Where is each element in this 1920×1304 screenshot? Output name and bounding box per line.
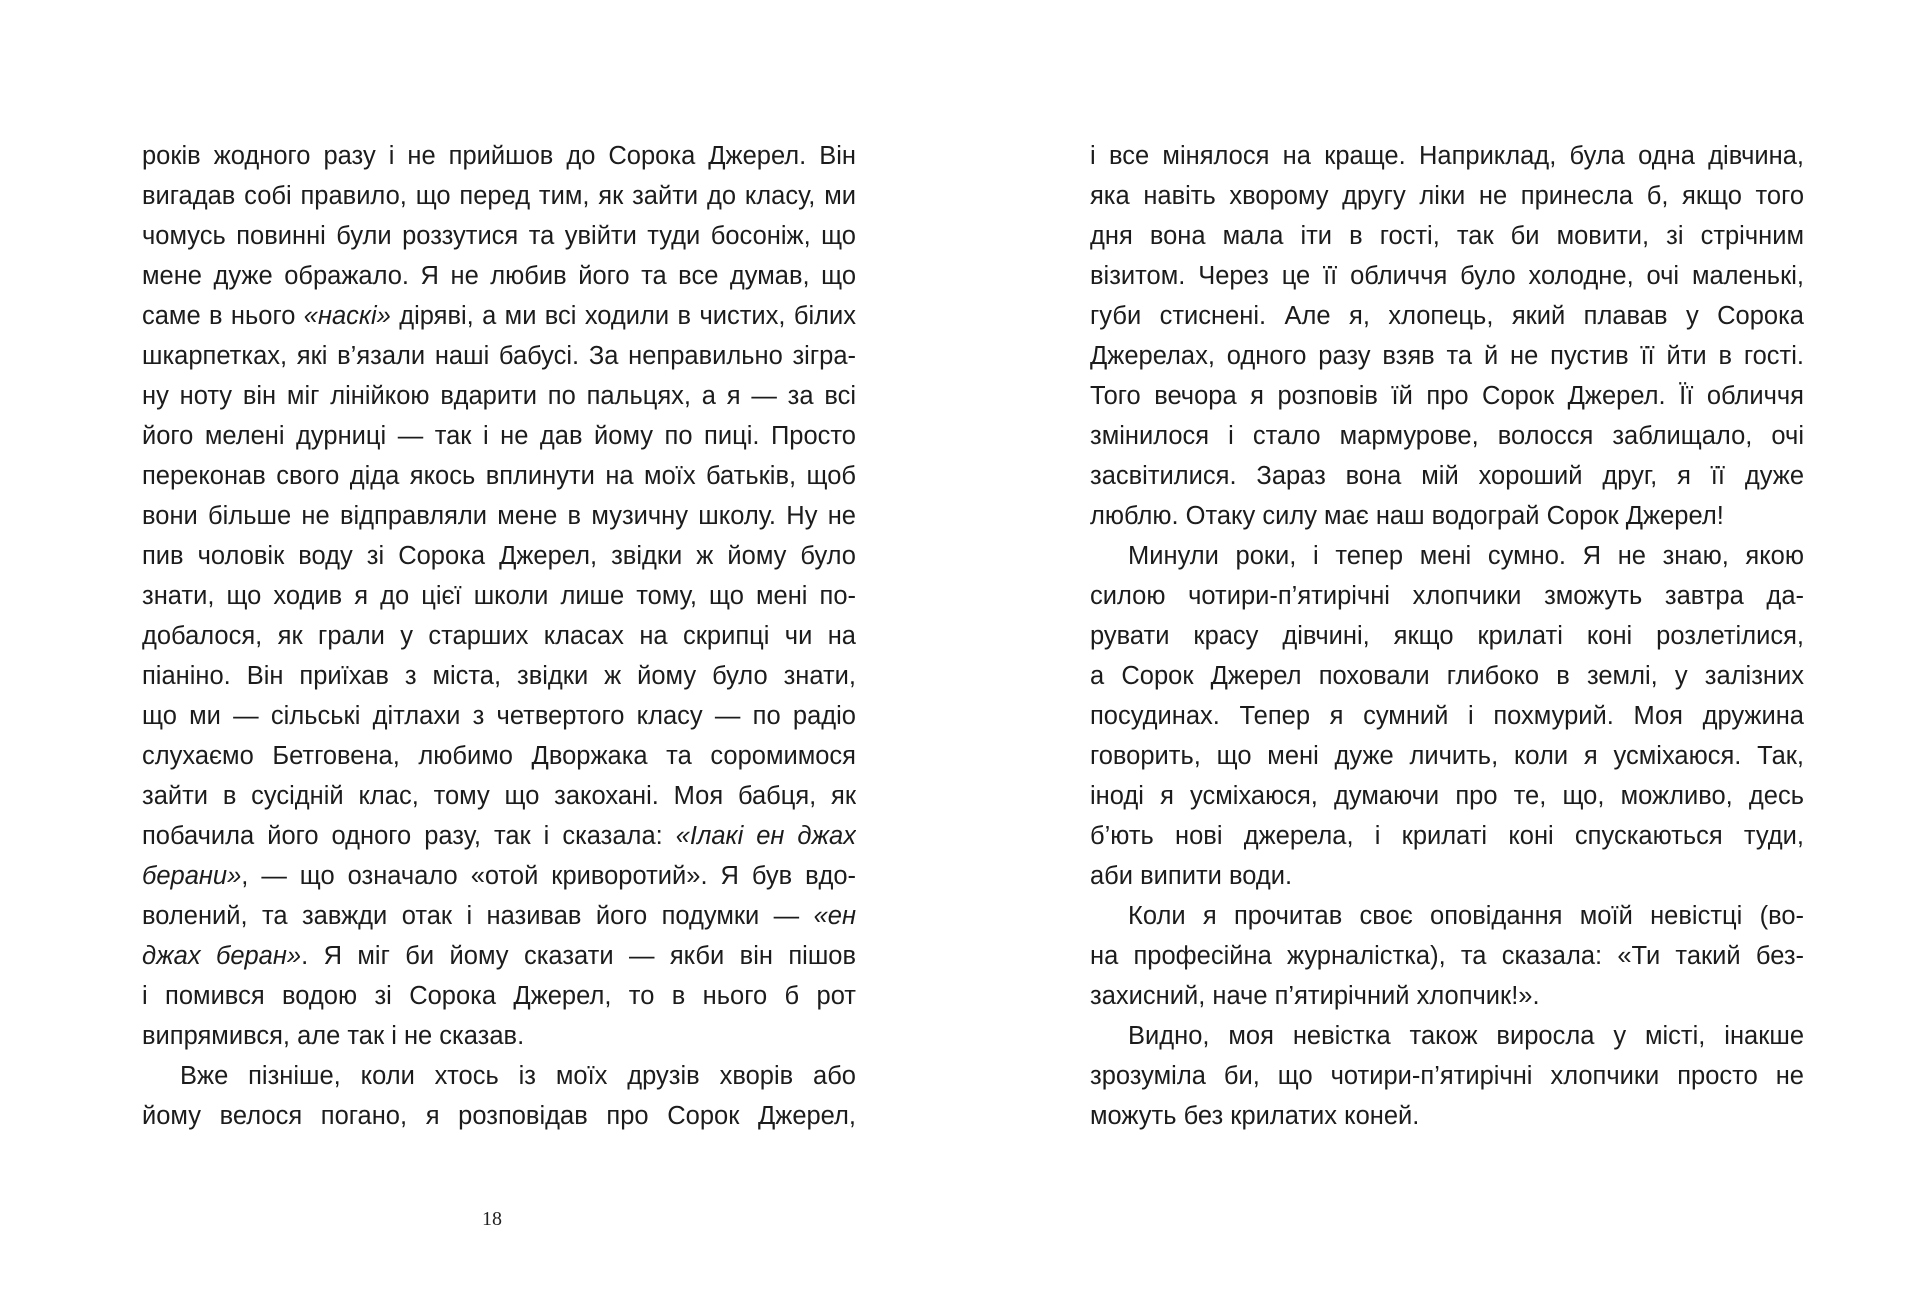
- text-line: рувати красу дівчині, якщо крилаті коні розлетілися,: [1090, 622, 1804, 650]
- left-page-text: [142, 136, 856, 1136]
- text-line: Того вечора я розповів їй про Сорок Джерел. Її обличчя: [1090, 382, 1804, 410]
- text-line: добалося, як грали у старших класах на скрипці чи на: [142, 622, 856, 650]
- text-line: яка навіть хворому другу ліки не принесла б, якщо того: [1090, 182, 1804, 210]
- text-line: змінилося і стало мармурове, волосся заблищало, очі: [1090, 422, 1804, 450]
- text-line: Джерелах, одного разу взяв та й не пустив її йти в гості.: [1090, 342, 1804, 370]
- text-line: шкарпетках, які в’язали наші бабусі. За неправильно зігра-: [142, 342, 856, 370]
- text-line: Минули роки, і тепер мені сумно. Я не знаю, якою: [1128, 542, 1804, 570]
- italic-quote: «ен: [813, 902, 856, 930]
- text-line: чомусь повинні були роззутися та увійти туди босоніж, що: [142, 222, 856, 250]
- italic-quote: берани»: [142, 862, 242, 890]
- text-line: саме в нього «наскі» діряві, а ми всі ходили в чистих, білих: [142, 302, 856, 330]
- text-line: піаніно. Він приїхав з міста, звідки ж йому було знати,: [142, 662, 856, 690]
- text-line: що ми — сільські дітлахи з четвертого класу — по радіо: [142, 702, 856, 730]
- text-line: губи стиснені. Але я, хлопець, який плавав у Сорока: [1090, 302, 1804, 330]
- text-line: посудинах. Тепер я сумний і похмурий. Моя дружина: [1090, 702, 1804, 730]
- right-page-text: [1090, 136, 1804, 1136]
- text-line: Видно, моя невістка також виросла у місті, інакше: [1128, 1022, 1804, 1050]
- text-line: переконав свого діда якось вплинути на моїх батьків, щоб: [142, 462, 856, 490]
- text-line: випрямився, але так і не сказав.: [142, 1022, 525, 1050]
- text-line: і все мінялося на краще. Наприклад, була одна дівчина,: [1090, 142, 1804, 170]
- text-line: вони більше не відправляли мене в музичну школу. Ну не: [142, 502, 856, 530]
- text-line: слухаємо Бетговена, любимо Дворжака та соромимося: [142, 742, 856, 770]
- text-line: дня вона мала іти в гості, так би мовити, зі стрічним: [1090, 222, 1804, 250]
- text-line: побачила його одного разу, так і сказала: «Ілакі ен джах: [142, 822, 856, 850]
- italic-term: «наскі»: [303, 302, 391, 330]
- text-line: пив чоловік воду зі Сорока Джерел, звідки ж йому було: [142, 542, 856, 570]
- text-line: люблю. Отаку силу має наш водограй Сорок Джерел!: [1090, 502, 1724, 530]
- text-line: зайти в сусідній клас, тому що закохані. Моя бабця, як: [142, 782, 856, 810]
- text-line: і помився водою зі Сорока Джерел, то в нього б рот: [142, 982, 856, 1010]
- text-line: вигадав собі правило, що перед тим, як зайти до класу, ми: [142, 182, 856, 210]
- text-line: берани», — що означало «отой криворотий». Я був вдо-: [142, 862, 856, 890]
- text-line: засвітилися. Зараз вона мій хороший друг, я її дуже: [1090, 462, 1804, 490]
- text-line: волений, та завжди отак і називав його подумки — «ен: [142, 902, 856, 930]
- text-line: Коли я прочитав своє оповідання моїй невістці (во-: [1128, 902, 1804, 930]
- text-line: можуть без крилатих коней.: [1090, 1102, 1420, 1130]
- text-line: на професійна журналістка), та сказала: «Ти такий без-: [1090, 942, 1804, 970]
- text-line: ну ноту він міг лінійкою вдарити по пальцях, а я — за всі: [142, 382, 856, 410]
- text-line: джах беран». Я міг би йому сказати — якби він пішов: [142, 942, 856, 970]
- text-line: зрозуміла би, що чотири-п’ятирічні хлопчики просто не: [1090, 1062, 1804, 1090]
- text-line: Вже пізніше, коли хтось із моїх друзів хворів або: [180, 1062, 856, 1090]
- text-line: мене дуже ображало. Я не любив його та все думав, що: [142, 262, 856, 290]
- text-line: йому велося погано, я розповідав про Сорок Джерел,: [142, 1102, 856, 1130]
- text-line: а Сорок Джерел поховали глибоко в землі, у залізних: [1090, 662, 1804, 690]
- text-line: говорить, що мені дуже личить, коли я усміхаюся. Так,: [1090, 742, 1804, 770]
- text-line: силою чотири-п’ятирічні хлопчики зможуть завтра да-: [1090, 582, 1804, 610]
- text-line: років жодного разу і не прийшов до Сорока Джерел. Він: [142, 142, 856, 170]
- text-line: захисний, наче п’ятирічний хлопчик!».: [1090, 982, 1540, 1010]
- page-number: 18: [482, 1208, 502, 1230]
- text-line: знати, що ходив я до цієї школи лише тому, що мені по-: [142, 582, 856, 610]
- italic-quote: «Ілакі ен джах: [675, 822, 856, 850]
- italic-quote: джах беран»: [142, 942, 302, 970]
- text-line: його мелені дурниці — так і не дав йому по пиці. Просто: [142, 422, 856, 450]
- text-line: аби випити води.: [1090, 862, 1293, 890]
- text-line: іноді я усміхаюся, думаючи про те, що, можливо, десь: [1090, 782, 1804, 810]
- text-line: б’ють нові джерела, і крилаті коні спускаються туди,: [1090, 822, 1804, 850]
- text-line: візитом. Через це її обличчя було холодне, очі маленькі,: [1090, 262, 1804, 290]
